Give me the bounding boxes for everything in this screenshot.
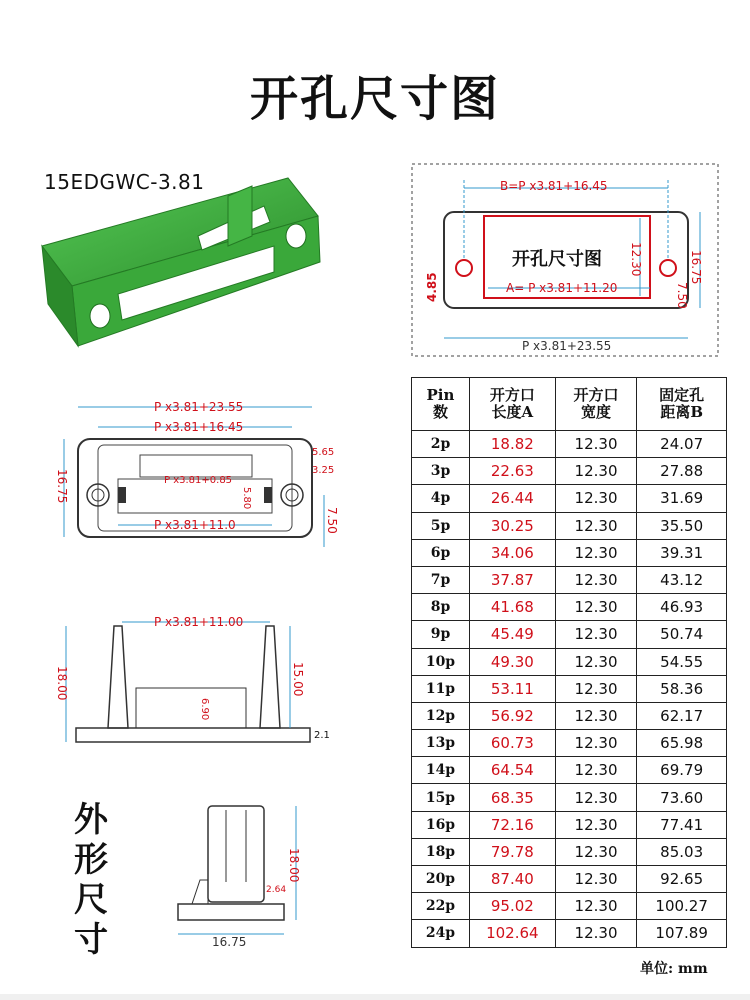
model-number: 15EDGWC-3.81	[44, 170, 205, 194]
table-row	[412, 539, 727, 566]
cell-distance-b: 65.98	[637, 730, 727, 757]
top-dim-b: P x3.81+16.45	[154, 420, 244, 434]
cell-length-a: 22.63	[469, 458, 555, 485]
cell-width: 12.30	[555, 458, 637, 485]
cell-distance-b: 54.55	[637, 648, 727, 675]
cutout-dim-b: B=P x3.81+16.45	[500, 179, 608, 193]
table-row	[412, 730, 727, 757]
cell-pin: 2p	[412, 431, 470, 458]
cell-pin: 18p	[412, 838, 470, 865]
top-view-drawing	[44, 395, 344, 555]
table-row	[412, 458, 727, 485]
table-row	[412, 566, 727, 593]
side-label-char: 尺	[74, 880, 108, 920]
cell-length-a: 53.11	[469, 675, 555, 702]
table-body	[412, 431, 727, 948]
bottom-strip	[0, 994, 750, 1000]
cell-pin: 6p	[412, 539, 470, 566]
cell-length-a: 87.40	[469, 866, 555, 893]
table-row	[412, 866, 727, 893]
cutout-offset-right: 7.50	[675, 282, 689, 309]
cell-width: 12.30	[555, 566, 637, 593]
table-row	[412, 675, 727, 702]
side-label	[66, 800, 116, 960]
cell-distance-b: 100.27	[637, 893, 727, 920]
cell-distance-b: 50.74	[637, 621, 727, 648]
front-height-total: 18.00	[55, 666, 69, 701]
cell-distance-b: 69.79	[637, 757, 727, 784]
cell-width: 12.30	[555, 539, 637, 566]
cell-width: 12.30	[555, 730, 637, 757]
table-row	[412, 757, 727, 784]
side-height: 18.00	[287, 848, 301, 883]
cell-pin: 22p	[412, 893, 470, 920]
cell-width: 12.30	[555, 838, 637, 865]
side-label-char: 形	[74, 840, 108, 880]
table-row	[412, 893, 727, 920]
cell-distance-b: 92.65	[637, 866, 727, 893]
top-height-inner: 5.80	[241, 487, 252, 510]
table-row	[412, 784, 727, 811]
pin-dimension-table	[411, 377, 727, 948]
cell-pin: 16p	[412, 811, 470, 838]
header-line: 数	[432, 403, 448, 421]
cell-width: 12.30	[555, 621, 637, 648]
cell-pin: 13p	[412, 730, 470, 757]
table-row	[412, 431, 727, 458]
cell-pin: 4p	[412, 485, 470, 512]
cell-length-a: 18.82	[469, 431, 555, 458]
cell-width: 12.30	[555, 702, 637, 729]
cell-pin: 8p	[412, 594, 470, 621]
cell-pin: 3p	[412, 458, 470, 485]
cell-pin: 11p	[412, 675, 470, 702]
header-line: 开方口	[573, 386, 619, 404]
cell-length-a: 30.25	[469, 512, 555, 539]
cell-distance-b: 73.60	[637, 784, 727, 811]
cell-distance-b: 46.93	[637, 594, 727, 621]
page-title: 开孔尺寸图	[249, 71, 500, 127]
table-row	[412, 648, 727, 675]
cell-width: 12.30	[555, 485, 637, 512]
top-offset-right: 7.50	[325, 507, 339, 534]
unit-label: 单位: mm	[640, 961, 708, 977]
cell-width: 12.30	[555, 893, 637, 920]
cell-width: 12.30	[555, 757, 637, 784]
cell-length-a: 37.87	[469, 566, 555, 593]
cell-pin: 9p	[412, 621, 470, 648]
cell-pin: 20p	[412, 866, 470, 893]
cell-length-a: 60.73	[469, 730, 555, 757]
front-height-post: 15.00	[291, 662, 305, 697]
cell-width: 12.30	[555, 594, 637, 621]
cell-length-a: 68.35	[469, 784, 555, 811]
cell-distance-b: 31.69	[637, 485, 727, 512]
front-view-drawing	[44, 610, 344, 750]
cutout-height-opening: 12.30	[629, 242, 643, 277]
cutout-dim-a: A= P x3.81+11.20	[506, 281, 618, 295]
cell-distance-b: 39.31	[637, 539, 727, 566]
cutout-diagram	[410, 162, 722, 358]
header-line: Pin	[426, 386, 455, 404]
cell-length-a: 49.30	[469, 648, 555, 675]
cell-length-a: 26.44	[469, 485, 555, 512]
cell-width: 12.30	[555, 512, 637, 539]
cell-length-a: 56.92	[469, 702, 555, 729]
cell-distance-b: 27.88	[637, 458, 727, 485]
side-step: 2.64	[266, 885, 287, 895]
cell-pin: 7p	[412, 566, 470, 593]
cell-length-a: 34.06	[469, 539, 555, 566]
cell-width: 12.30	[555, 866, 637, 893]
side-label-char: 寸	[74, 920, 108, 960]
top-hole-outer: 5.65	[312, 447, 335, 458]
table-row	[412, 838, 727, 865]
table-header-cell	[637, 378, 727, 431]
top-dim-total: P x3.81+23.55	[154, 400, 244, 414]
cell-pin: 15p	[412, 784, 470, 811]
cell-length-a: 72.16	[469, 811, 555, 838]
cell-pin: 12p	[412, 702, 470, 729]
front-height-base: 6.90	[199, 698, 210, 721]
cell-width: 12.30	[555, 431, 637, 458]
header-line: 宽度	[581, 403, 612, 421]
table-row	[412, 702, 727, 729]
table-row	[412, 811, 727, 838]
cell-distance-b: 24.07	[637, 431, 727, 458]
front-flange: 2.1	[314, 730, 330, 741]
front-dim-top: P x3.81+11.00	[154, 615, 244, 629]
cutout-offset-left: 4.85	[425, 272, 439, 302]
cell-width: 12.30	[555, 675, 637, 702]
header-line: 固定孔	[659, 386, 705, 404]
cell-distance-b: 35.50	[637, 512, 727, 539]
product-render	[38, 176, 328, 358]
header-line: 开方口	[489, 386, 535, 404]
cell-width: 12.30	[555, 811, 637, 838]
table-row	[412, 594, 727, 621]
cell-width: 12.30	[555, 784, 637, 811]
cell-length-a: 64.54	[469, 757, 555, 784]
cutout-dim-total: P x3.81+23.55	[522, 339, 612, 353]
table-row	[412, 920, 727, 947]
header-line: 长度A	[491, 403, 534, 421]
cell-pin: 14p	[412, 757, 470, 784]
cell-length-a: 95.02	[469, 893, 555, 920]
cell-pin: 10p	[412, 648, 470, 675]
cell-distance-b: 58.36	[637, 675, 727, 702]
cell-width: 12.30	[555, 920, 637, 947]
top-dim-a: P x3.81+11.0	[154, 518, 236, 532]
cell-distance-b: 107.89	[637, 920, 727, 947]
cell-width: 12.30	[555, 648, 637, 675]
cell-distance-b: 43.12	[637, 566, 727, 593]
side-label-char: 外	[74, 800, 108, 840]
top-height-total: 16.75	[55, 469, 69, 504]
cell-distance-b: 77.41	[637, 811, 727, 838]
side-view-drawing	[170, 800, 330, 950]
side-width: 16.75	[212, 935, 247, 949]
cutout-height-total: 16.75	[689, 250, 703, 285]
cell-length-a: 45.49	[469, 621, 555, 648]
table-row	[412, 621, 727, 648]
table-header-cell	[469, 378, 555, 431]
cutout-label: 开孔尺寸图	[512, 249, 602, 270]
cell-distance-b: 85.03	[637, 838, 727, 865]
table-header-cell	[412, 378, 470, 431]
table-row	[412, 512, 727, 539]
table-header-row	[412, 378, 727, 431]
header-line: 距离B	[660, 403, 703, 421]
table-header-cell	[555, 378, 637, 431]
cell-length-a: 79.78	[469, 838, 555, 865]
table-row	[412, 485, 727, 512]
top-dim-inner: P x3.81+0.85	[164, 475, 233, 486]
cell-pin: 5p	[412, 512, 470, 539]
top-hole-inner: 3.25	[312, 465, 335, 476]
cell-length-a: 102.64	[469, 920, 555, 947]
cell-pin: 24p	[412, 920, 470, 947]
cell-length-a: 41.68	[469, 594, 555, 621]
cell-distance-b: 62.17	[637, 702, 727, 729]
